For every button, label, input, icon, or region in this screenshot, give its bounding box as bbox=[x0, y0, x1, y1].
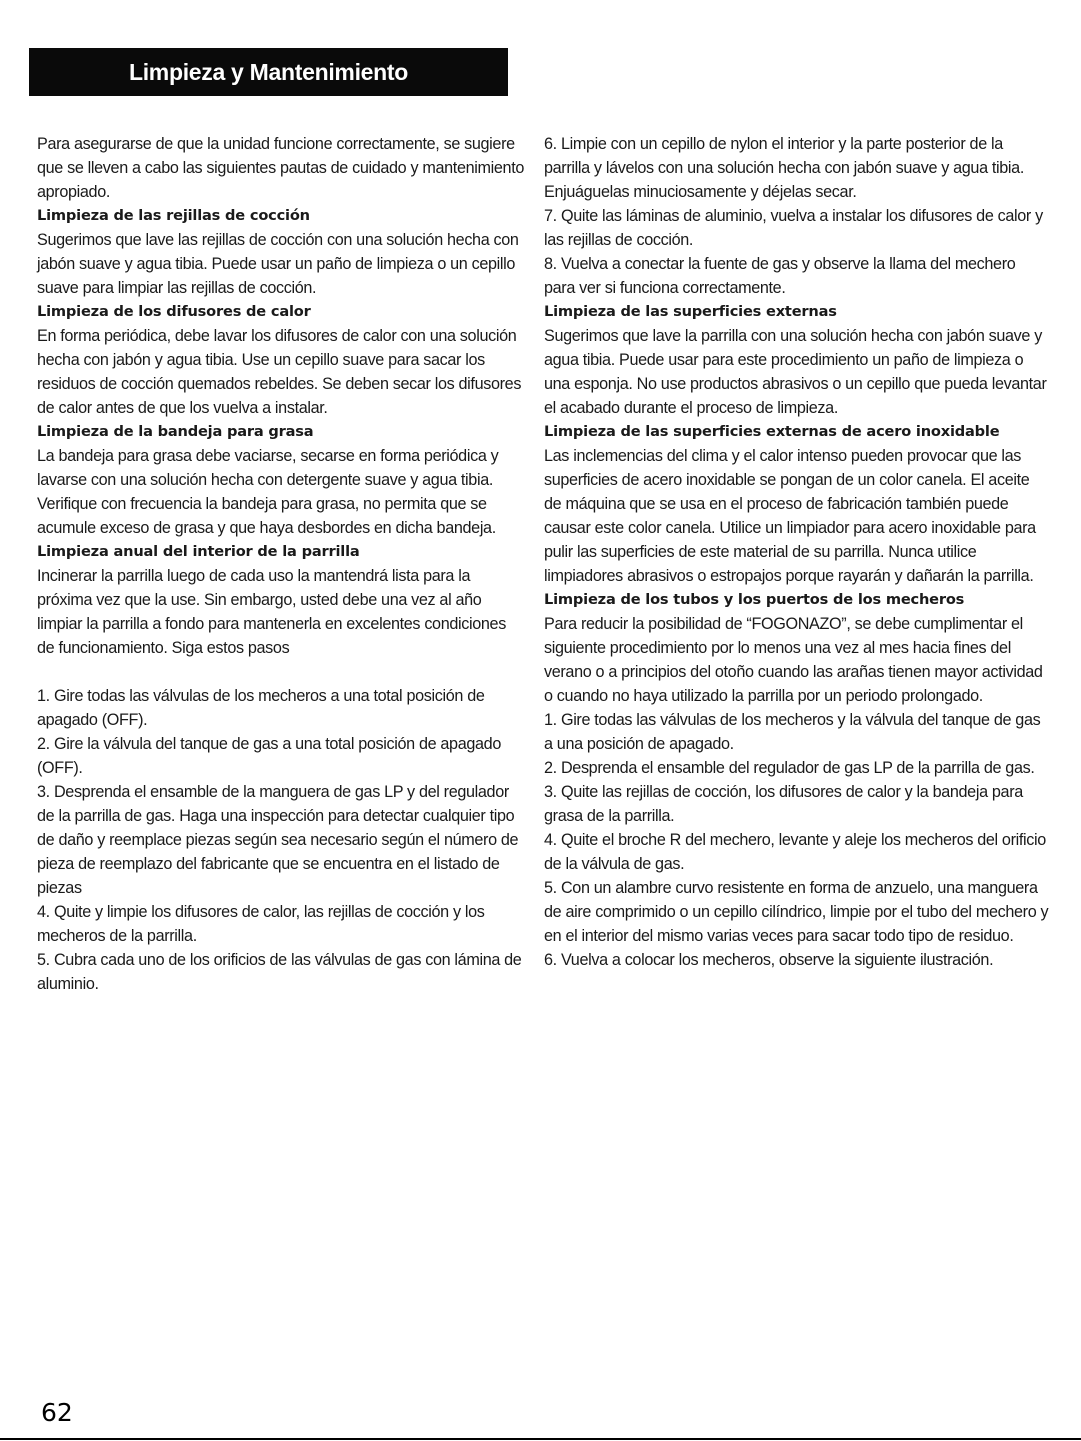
annual-steps-list bbox=[37, 684, 527, 996]
list-item: Enjuáguelas minuciosamente y déjelas secar. bbox=[544, 183, 857, 201]
annual-steps-continued bbox=[544, 132, 1049, 300]
list-item: 6. Limpie con un cepillo de nylon el interior y la parte posterior de la parrilla y lávelos con una solución hecha con jabón suave y agua tibia. bbox=[544, 135, 1024, 177]
body-difusores: En forma periódica, debe lavar los difusores de calor con una solución hecha con jabón y agua tibia. Use un cepillo suave para sacar los residuos de cocción quemados rebeldes. Se deben secar los difusores de calor antes de que los vuelva a instalar. bbox=[37, 327, 522, 417]
list-item: 5. Cubra cada uno de los orificios de las válvulas de gas con lámina de aluminio. bbox=[37, 951, 522, 993]
section-header-bar bbox=[29, 48, 508, 96]
right-column bbox=[544, 132, 1049, 972]
list-item: 2. Desprenda el ensamble del regulador de gas LP de la parrilla de gas. bbox=[544, 759, 1035, 777]
body-tubos: Para reducir la posibilidad de “FOGONAZO”, se debe cumplimentar el siguiente procedimiento por lo menos una vez al mes hacia fines del verano o a principios del otoño cuando las arañas tienen mayor actividad o cuando no haya utilizado la parrilla por un periodo prolongado. bbox=[544, 615, 1043, 705]
burner-steps-list bbox=[544, 708, 1049, 972]
bottom-divider bbox=[0, 1438, 1081, 1440]
body-externas: Sugerimos que lave la parrilla con una solución hecha con jabón suave y agua tibia. Puede usar para este procedimiento un paño de limpieza o una esponja. No use productos abrasivos o un cepillo que pueda levantar el acabado durante el proceso de limpieza. bbox=[544, 327, 1047, 417]
heading-bandeja: Limpieza de la bandeja para grasa bbox=[37, 423, 314, 440]
list-item: 7. Quite las láminas de aluminio, vuelva a instalar los difusores de calor y las rejillas de cocción. bbox=[544, 207, 1043, 249]
body-rejillas: Sugerimos que lave las rejillas de cocción con una solución hecha con jabón suave y agua tibia. Puede usar un paño de limpieza o un cepillo suave para limpiar las rejillas de cocción. bbox=[37, 231, 519, 297]
section-title: Limpieza y Mantenimiento bbox=[128, 58, 409, 85]
heading-inoxidable: Limpieza de las superficies externas de acero inoxidable bbox=[544, 423, 1000, 440]
list-item: 1. Gire todas las válvulas de los mecheros a una total posición de apagado (OFF). bbox=[37, 687, 485, 729]
list-item: 5. Con un alambre curvo resistente en forma de anzuelo, una manguera de aire comprimido o un cepillo cilíndrico, limpie por el tubo del mechero y en el interior del mismo varias veces para sacar todo tipo de residuo. bbox=[544, 879, 1049, 945]
list-item: 6. Vuelva a colocar los mecheros, observe la siguiente ilustración. bbox=[544, 951, 994, 969]
heading-rejillas: Limpieza de las rejillas de cocción bbox=[37, 207, 310, 224]
heading-difusores: Limpieza de los difusores de calor bbox=[37, 303, 311, 320]
heading-tubos: Limpieza de los tubos y los puertos de los mecheros bbox=[544, 591, 965, 608]
list-item: 4. Quite y limpie los difusores de calor, las rejillas de cocción y los mecheros de la parrilla. bbox=[37, 903, 485, 945]
intro-paragraph: Para asegurarse de que la unidad funcione correctamente, se sugiere que se lleven a cabo las siguientes pautas de cuidado y mantenimiento apropiado. bbox=[37, 135, 524, 201]
list-item: 4. Quite el broche R del mechero, levante y aleje los mecheros del orificio de la válvula de gas. bbox=[544, 831, 1046, 873]
body-anual: Incinerar la parrilla luego de cada uso la mantendrá lista para la próxima vez que la use. Sin embargo, usted debe una vez al año limpiar la parrilla a fondo para mantenerla en excelentes condiciones de funcionamiento. Siga estos pasos bbox=[37, 567, 506, 657]
body-inoxidable: Las inclemencias del clima y el calor intenso pueden provocar que las superficies de acero inoxidable se pongan de un color canela. El aceite de máquina que se usa en el proceso de fabricación también puede causar este color canela. Utilice un limpiador para acero inoxidable para pulir las superficies de este material de su parrilla. Nunca utilice limpiadores abrasivos o estropajos porque rayarán y dañarán la parrilla. bbox=[544, 447, 1036, 585]
page-number: 62 bbox=[41, 1398, 73, 1427]
left-column bbox=[37, 132, 527, 996]
list-item: 1. Gire todas las válvulas de los mecheros y la válvula del tanque de gas a una posición de apagado. bbox=[544, 711, 1041, 753]
list-item: 3. Quite las rejillas de cocción, los difusores de calor y la bandeja para grasa de la parrilla. bbox=[544, 783, 1023, 825]
heading-externas: Limpieza de las superficies externas bbox=[544, 303, 837, 320]
heading-anual: Limpieza anual del interior de la parrilla bbox=[37, 543, 360, 560]
list-item: 8. Vuelva a conectar la fuente de gas y observe la llama del mechero para ver si funciona correctamente. bbox=[544, 255, 1016, 297]
list-item: 2. Gire la válvula del tanque de gas a una total posición de apagado (OFF). bbox=[37, 735, 501, 777]
body-bandeja: La bandeja para grasa debe vaciarse, secarse en forma periódica y lavarse con una solución hecha con detergente suave y agua tibia. Verifique con frecuencia la bandeja para grasa, no permita que se acumule exceso de grasa y que haya desbordes en dicha bandeja. bbox=[37, 447, 499, 537]
list-item: 3. Desprenda el ensamble de la manguera de gas LP y del regulador de la parrilla de gas. Haga una inspección para detectar cualquier tipo de daño y reemplace piezas según sea necesario según el número de pieza de reemplazo del fabricante que se encuentra en el listado de piezas bbox=[37, 783, 519, 897]
